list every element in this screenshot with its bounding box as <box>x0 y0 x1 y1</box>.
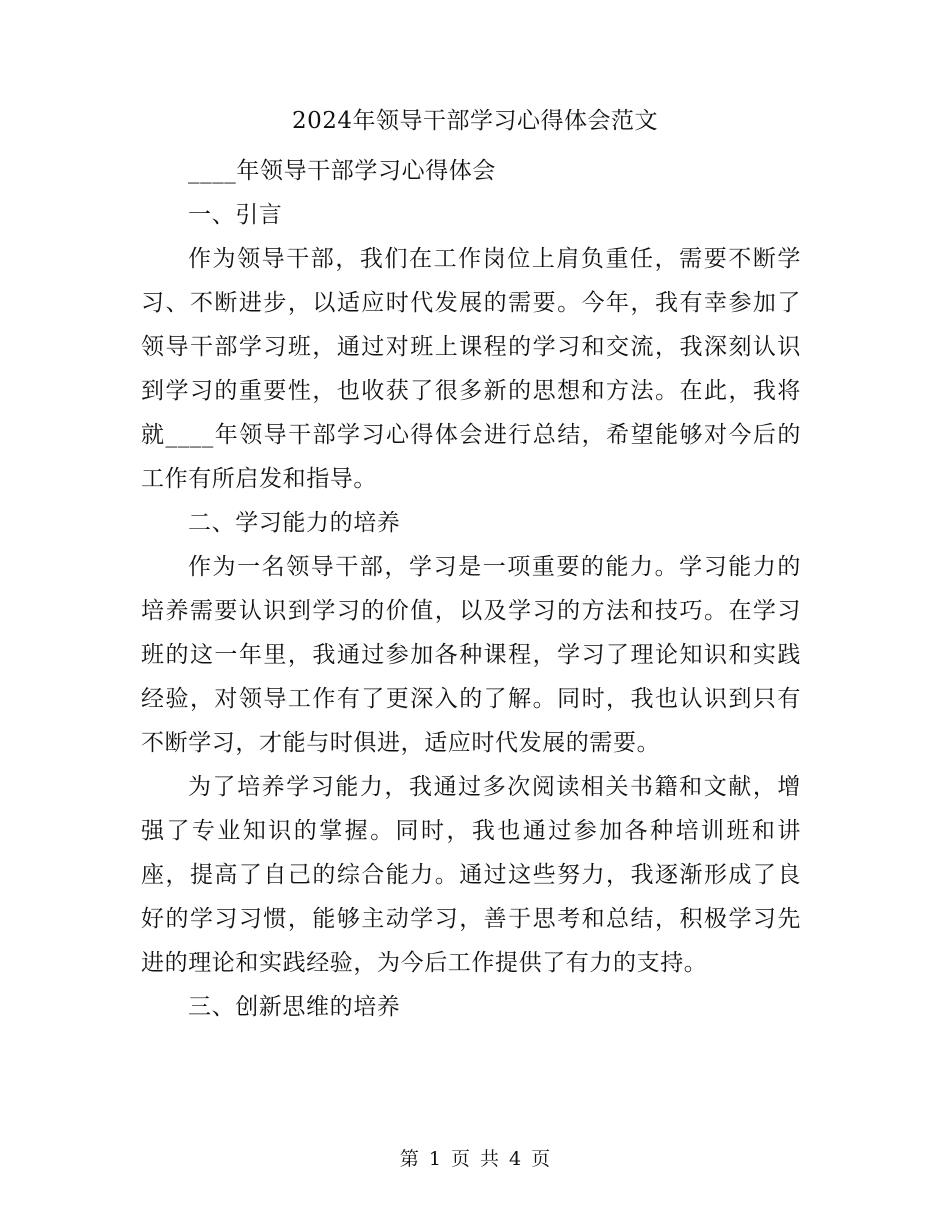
document-title: 2024年领导干部学习心得体会范文 <box>291 108 659 134</box>
document-subtitle: ____年领导干部学习心得体会 <box>188 158 496 184</box>
page-number-footer: 第 1 页 共 4 页 <box>399 1148 551 1170</box>
paragraph-learning-ability-1: 作为一名领导干部，学习是一项重要的能力。学习能力的培养需要认识到学习的价值，以及学习的方法和技巧。在学习班的这一年里，我通过参加各种课程，学习了理论知识和实践经验，对领导工作有了更深入的了解。同时，我也认识到只有不断学习，才能与时俱进，适应时代发展的需要。 <box>141 554 801 756</box>
paragraph-learning-ability-2: 为了培养学习能力，我通过多次阅读相关书籍和文献，增强了专业知识的掌握。同时，我也通过参加各种培训班和讲座，提高了自己的综合能力。通过这些努力，我逐渐形成了良好的学习习惯，能够主动学习，善于思考和总结，积极学习先进的理论和实践经验，为今后工作提供了有力的支持。 <box>141 774 801 976</box>
section-heading-learning-ability: 二、学习能力的培养 <box>188 510 401 536</box>
section-heading-innovation: 三、创新思维的培养 <box>188 994 401 1020</box>
paragraph-intro: 作为领导干部，我们在工作岗位上肩负重任，需要不断学习、不断进步，以适应时代发展的需要。今年，我有幸参加了领导干部学习班，通过对班上课程的学习和交流，我深刻认识到学习的重要性，也收获了很多新的思想和方法。在此，我将就____年领导干部学习心得体会进行总结，希望能够对今后的工作有所启发和指导。 <box>141 246 801 492</box>
section-heading-intro: 一、引言 <box>188 202 283 228</box>
document-body <box>141 149 801 1029</box>
